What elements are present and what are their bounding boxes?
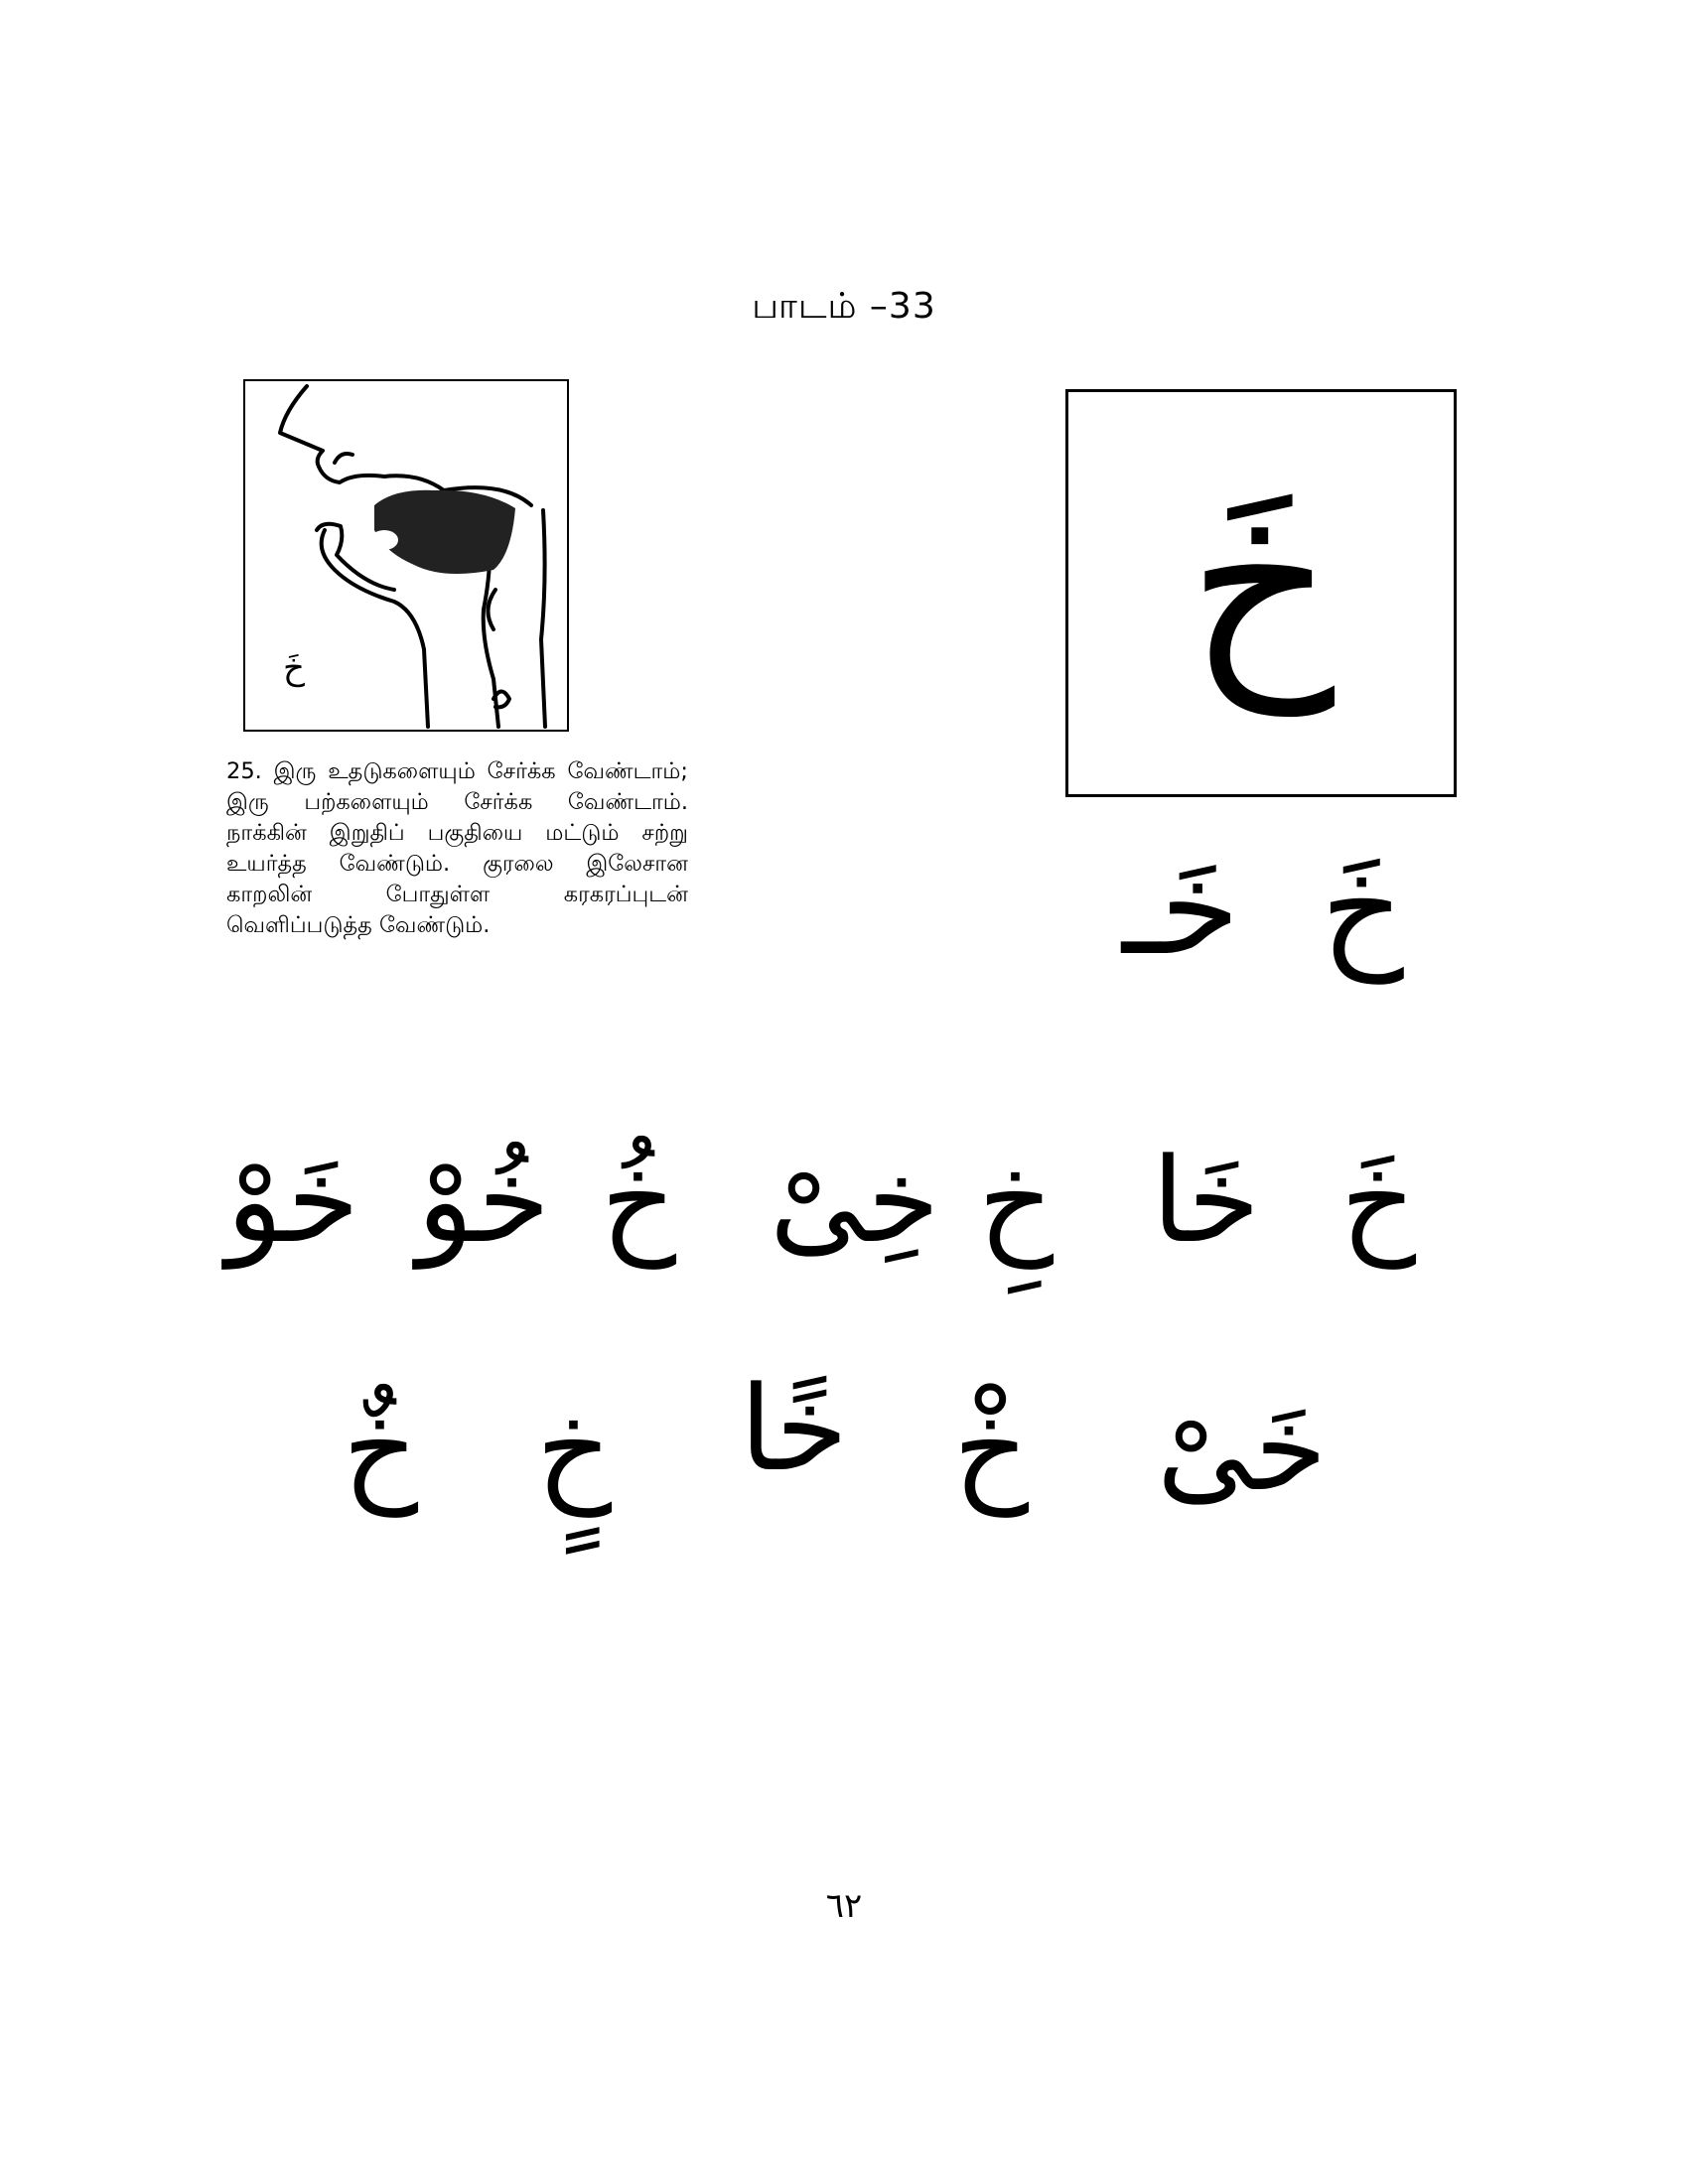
syllable-row2-3: خًا bbox=[740, 1360, 848, 1497]
syllable-row1-4: خِىْ bbox=[770, 1132, 940, 1269]
syllable-row2-2: خْ bbox=[953, 1380, 1030, 1517]
syllable-row2-5: خٌ bbox=[343, 1380, 419, 1517]
syllable-row1-6: خُوْ bbox=[417, 1132, 550, 1269]
syllable-row1-1: خَ bbox=[1340, 1132, 1417, 1269]
syllable-row1-2: خَا bbox=[1152, 1132, 1260, 1269]
syllable-row2-4: خٍ bbox=[536, 1380, 613, 1517]
page-number: ٦٢ bbox=[825, 1886, 863, 1926]
syllable-row2-1: خَىْ bbox=[1157, 1380, 1328, 1517]
syllable-row1-5: خُ bbox=[601, 1132, 677, 1269]
articulation-diagram bbox=[243, 379, 569, 732]
syllable-row1-3: خِ bbox=[978, 1132, 1055, 1269]
featured-letter: خَ bbox=[1187, 450, 1336, 716]
letter-form-initial: خَـ bbox=[1122, 833, 1240, 984]
syllable-row1-7: خَوْ bbox=[226, 1132, 359, 1269]
diagram-letter: خَ bbox=[283, 648, 305, 688]
featured-letter-box bbox=[1065, 389, 1457, 797]
lesson-title: பாடம் –33 bbox=[752, 286, 936, 327]
pronunciation-instruction: 25. இரு உதடுகளையும் சேர்க்க வேண்டாம்; இரு பற்களையும் சேர்க்க வேண்டாம். நாக்கின் இறுதிப் பகுதியை மட்டும் சற்று உயர்த்த வேண்டும். குரலை இலேசான காறலின் போதுள்ள கரகரப்புடன் வெளிப்படுத்த வேண்டும். bbox=[226, 758, 688, 938]
letter-form-isolated: خَ bbox=[1321, 833, 1404, 984]
